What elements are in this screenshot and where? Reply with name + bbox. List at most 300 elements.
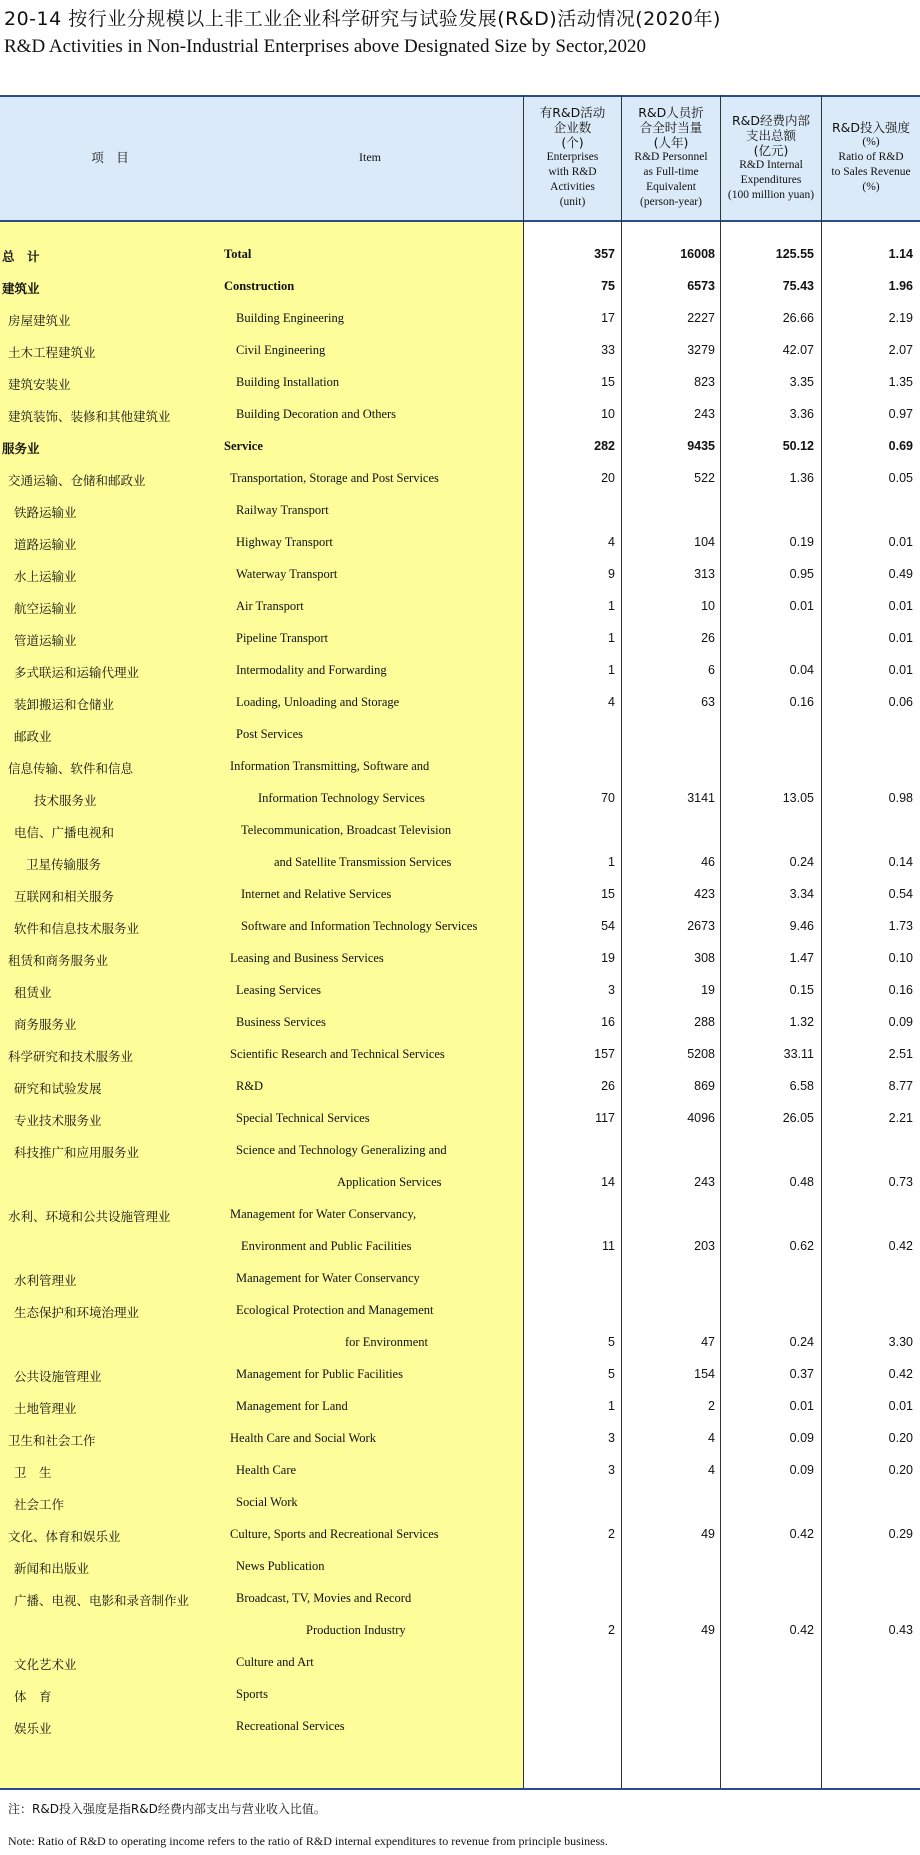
header-line: (unit)	[559, 196, 586, 208]
row-label-cn: 公共设施管理业	[14, 1369, 102, 1384]
row-label-en: Total	[224, 247, 252, 261]
row-label-cn: 装卸搬运和仓储业	[14, 697, 115, 712]
row-label-en: R&D	[236, 1079, 264, 1093]
header-line: to Sales Revenue	[831, 166, 911, 178]
value-enterprises: 1	[608, 631, 615, 645]
value-ratio: 0.97	[888, 407, 913, 421]
row-label-en: Ecological Protection and Management	[236, 1303, 434, 1317]
value-expenditures: 3.34	[789, 887, 814, 901]
value-personnel: 3279	[687, 343, 715, 357]
header-item-cn: 项 目	[91, 150, 129, 165]
value-enterprises: 4	[608, 535, 615, 549]
note-chinese: 注：R&D投入强度是指R&D经费内部支出与营业收入比值。	[8, 1802, 326, 1816]
table-row	[0, 1615, 920, 1647]
value-personnel: 2227	[687, 311, 715, 325]
row-label-en: Internet and Relative Services	[241, 887, 392, 901]
value-personnel: 154	[694, 1367, 715, 1381]
row-label-cn: 技术服务业	[34, 793, 97, 808]
header-line: 支出总额	[745, 127, 796, 143]
value-personnel: 2	[708, 1399, 715, 1413]
table-row	[0, 1359, 920, 1391]
value-personnel: 47	[701, 1335, 715, 1349]
table-row	[0, 367, 920, 399]
value-expenditures: 0.09	[789, 1463, 814, 1477]
table-row	[0, 335, 920, 367]
header-line: (亿元)	[753, 142, 789, 158]
value-expenditures: 0.01	[789, 1399, 814, 1413]
row-label-en: Post Services	[236, 727, 304, 741]
value-personnel: 869	[694, 1079, 715, 1093]
value-enterprises: 15	[601, 887, 615, 901]
header-line: (person-year)	[640, 196, 702, 208]
header-line: with R&D	[548, 166, 597, 178]
value-enterprises: 2	[608, 1623, 615, 1637]
value-ratio: 2.07	[888, 343, 913, 357]
row-label-cn: 铁路运输业	[14, 505, 77, 520]
row-label-cn: 建筑安装业	[8, 377, 71, 392]
value-personnel: 63	[701, 695, 715, 709]
value-ratio: 1.96	[888, 279, 913, 293]
table-row	[0, 879, 920, 911]
row-label-cn: 软件和信息技术服务业	[14, 921, 140, 936]
value-personnel: 46	[701, 855, 715, 869]
row-label-en: Broadcast, TV, Movies and Record	[236, 1591, 412, 1605]
value-personnel: 308	[694, 951, 715, 965]
value-personnel: 288	[694, 1015, 715, 1029]
row-label-en: Waterway Transport	[236, 567, 338, 581]
row-label-cn: 卫 生	[14, 1465, 52, 1480]
table-row	[0, 1487, 920, 1519]
table-row	[0, 399, 920, 431]
table-row	[0, 1711, 920, 1743]
row-label-cn: 文化艺术业	[14, 1657, 77, 1672]
header-line: 有R&D活动	[539, 105, 606, 120]
value-personnel: 3141	[687, 791, 715, 805]
value-enterprises: 4	[608, 695, 615, 709]
value-enterprises: 26	[601, 1079, 615, 1093]
value-expenditures: 33.11	[783, 1047, 814, 1061]
value-enterprises: 3	[608, 1463, 615, 1477]
value-ratio: 0.01	[888, 663, 913, 677]
table-row	[0, 687, 920, 719]
row-label-en: for Environment	[345, 1335, 428, 1349]
table-row	[0, 751, 920, 783]
value-expenditures: 50.12	[782, 439, 814, 453]
row-label-en: Air Transport	[236, 599, 304, 613]
value-personnel: 4	[708, 1431, 715, 1445]
row-label-cn: 新闻和出版业	[14, 1561, 90, 1576]
table-row	[0, 495, 920, 527]
value-expenditures: 75.43	[782, 279, 814, 293]
table-row	[0, 655, 920, 687]
value-expenditures: 3.36	[789, 407, 814, 421]
header-line: 企业数	[553, 120, 592, 135]
row-label-cn: 房屋建筑业	[8, 313, 71, 328]
value-enterprises: 157	[594, 1047, 615, 1061]
table-row	[0, 239, 920, 271]
value-expenditures: 1.32	[789, 1015, 814, 1029]
value-expenditures: 13.05	[782, 791, 814, 805]
value-expenditures: 26.66	[782, 311, 814, 325]
table-row	[0, 1231, 920, 1263]
row-label-en: Building Decoration and Others	[236, 407, 397, 421]
value-expenditures: 6.58	[789, 1079, 814, 1093]
table-row	[0, 559, 920, 591]
value-enterprises: 1	[608, 599, 615, 613]
row-label-cn: 建筑业	[2, 281, 40, 296]
table-row	[0, 975, 920, 1007]
value-enterprises: 33	[601, 343, 615, 357]
row-label-en: Management for Public Facilities	[236, 1367, 403, 1381]
row-label-cn: 互联网和相关服务	[14, 889, 115, 904]
row-label-cn: 建筑装饰、装修和其他建筑业	[8, 409, 171, 424]
row-label-en: Recreational Services	[236, 1719, 345, 1733]
row-label-en: Transportation, Storage and Post Services	[230, 471, 439, 485]
value-enterprises: 357	[594, 247, 615, 261]
row-label-en: Software and Information Technology Services	[241, 919, 478, 933]
value-ratio: 0.01	[888, 535, 913, 549]
value-expenditures: 0.42	[789, 1623, 814, 1637]
value-expenditures: 0.48	[789, 1175, 814, 1189]
value-expenditures: 9.46	[789, 919, 814, 933]
row-label-cn: 生态保护和环境治理业	[14, 1305, 140, 1320]
table-row	[0, 1135, 920, 1167]
row-label-cn: 广播、电视、电影和录音制作业	[14, 1593, 190, 1608]
table-row	[0, 1327, 920, 1359]
table-bottom-rule	[0, 1788, 920, 1790]
header-line: 合全时当量	[639, 120, 703, 135]
value-ratio: 0.20	[888, 1431, 913, 1445]
value-personnel: 5208	[687, 1047, 715, 1061]
value-personnel: 6	[708, 663, 715, 677]
header-line: Ratio of R&D	[838, 151, 904, 163]
value-ratio: 0.42	[888, 1239, 913, 1253]
value-ratio: 2.51	[888, 1047, 913, 1061]
row-label-cn: 土地管理业	[14, 1401, 77, 1416]
row-label-cn: 体 育	[14, 1689, 52, 1704]
row-label-en: Production Industry	[306, 1623, 406, 1637]
value-enterprises: 15	[601, 375, 615, 389]
value-enterprises: 19	[601, 951, 615, 965]
header-line: Equivalent	[646, 181, 696, 193]
value-enterprises: 20	[601, 471, 615, 485]
table-row	[0, 719, 920, 751]
value-expenditures: 0.19	[789, 535, 814, 549]
row-label-en: Leasing Services	[236, 983, 322, 997]
value-expenditures: 0.24	[789, 855, 814, 869]
row-label-cn: 水上运输业	[14, 569, 77, 584]
header-personnel	[622, 95, 720, 220]
value-expenditures: 1.36	[789, 471, 814, 485]
row-label-cn: 商务服务业	[14, 1017, 77, 1032]
value-enterprises: 117	[595, 1111, 615, 1125]
table-row	[0, 1519, 920, 1551]
header-line: (人年)	[653, 135, 689, 150]
value-enterprises: 10	[601, 407, 615, 421]
row-label-en: Culture, Sports and Recreational Services	[230, 1527, 439, 1541]
row-label-cn: 信息传输、软件和信息	[8, 761, 134, 776]
value-personnel: 19	[701, 983, 715, 997]
value-ratio: 0.01	[888, 1399, 913, 1413]
table-title-english: R&D Activities in Non-Industrial Enterprises above Designated Size by Sector,2020	[4, 36, 646, 57]
header-line: as Full-time	[643, 166, 699, 178]
row-label-cn: 土木工程建筑业	[8, 345, 96, 360]
header-line: R&D经费内部	[731, 112, 811, 128]
value-expenditures: 125.55	[775, 247, 814, 261]
row-label-en: Health Care	[236, 1463, 297, 1477]
value-enterprises: 282	[594, 439, 615, 453]
header-line: Expenditures	[740, 173, 802, 186]
value-personnel: 6573	[687, 279, 715, 293]
table-row	[0, 1103, 920, 1135]
row-label-en: Building Installation	[236, 375, 340, 389]
row-label-cn: 娱乐业	[14, 1721, 52, 1736]
value-personnel: 16008	[680, 247, 715, 261]
header-line: (%)	[862, 181, 880, 193]
value-personnel: 104	[694, 535, 715, 549]
row-label-en: Special Technical Services	[236, 1111, 370, 1125]
value-ratio: 0.42	[888, 1367, 913, 1381]
row-label-en: Application Services	[337, 1175, 442, 1189]
row-label-en: Environment and Public Facilities	[241, 1239, 412, 1253]
row-label-en: Social Work	[236, 1495, 298, 1509]
row-label-en: Construction	[224, 279, 295, 293]
value-personnel: 10	[701, 599, 715, 613]
row-label-cn: 科学研究和技术服务业	[8, 1049, 134, 1064]
row-label-cn: 租赁业	[14, 985, 52, 1000]
row-label-cn: 科技推广和应用服务业	[14, 1145, 140, 1160]
value-ratio: 0.01	[888, 599, 913, 613]
row-label-cn: 多式联运和运输代理业	[14, 665, 140, 680]
row-label-cn: 水利、环境和公共设施管理业	[8, 1209, 171, 1224]
row-label-cn: 交通运输、仓储和邮政业	[8, 473, 146, 488]
value-enterprises: 54	[601, 919, 615, 933]
value-ratio: 0.06	[888, 695, 913, 709]
row-label-en: Intermodality and Forwarding	[236, 663, 387, 677]
value-expenditures: 26.05	[782, 1111, 814, 1125]
value-expenditures: 0.09	[789, 1431, 814, 1445]
value-enterprises: 9	[608, 567, 615, 581]
value-enterprises: 3	[608, 1431, 615, 1445]
table-row	[0, 1679, 920, 1711]
table-row	[0, 783, 920, 815]
value-enterprises: 17	[601, 311, 615, 325]
value-personnel: 313	[694, 567, 715, 581]
table-row	[0, 1647, 920, 1679]
value-ratio: 0.20	[888, 1463, 913, 1477]
value-ratio: 0.29	[888, 1527, 913, 1541]
value-ratio: 0.49	[888, 567, 913, 581]
value-personnel: 26	[701, 631, 715, 645]
row-label-cn: 总 计	[2, 249, 40, 264]
table-row	[0, 623, 920, 655]
value-personnel: 4096	[687, 1111, 715, 1125]
row-label-cn: 航空运输业	[14, 601, 77, 616]
value-enterprises: 2	[608, 1527, 615, 1541]
header-line: Activities	[550, 181, 595, 193]
value-ratio: 8.77	[888, 1079, 913, 1093]
value-enterprises: 11	[602, 1239, 615, 1253]
value-personnel: 243	[694, 407, 715, 421]
value-ratio: 2.21	[888, 1111, 913, 1125]
value-personnel: 49	[701, 1527, 715, 1541]
row-label-en: Highway Transport	[236, 535, 333, 549]
header-ratio	[822, 95, 920, 220]
value-enterprises: 75	[601, 279, 615, 293]
row-label-en: Loading, Unloading and Storage	[236, 695, 400, 709]
value-ratio: 0.69	[888, 439, 913, 453]
row-label-cn: 文化、体育和娱乐业	[8, 1529, 121, 1544]
value-ratio: 1.35	[888, 375, 913, 389]
value-personnel: 4	[708, 1463, 715, 1477]
table-row	[0, 1391, 920, 1423]
row-label-en: Sports	[236, 1687, 268, 1701]
value-ratio: 0.09	[888, 1015, 913, 1029]
header-line: R&D Personnel	[634, 151, 708, 163]
value-ratio: 0.73	[888, 1175, 913, 1189]
header-enterprises	[524, 95, 621, 220]
value-personnel: 203	[694, 1239, 715, 1253]
row-label-en: Leasing and Business Services	[230, 951, 384, 965]
value-ratio: 1.14	[888, 247, 913, 261]
value-personnel: 522	[694, 471, 715, 485]
header-line: R&D人员折	[638, 105, 704, 120]
row-label-cn: 卫星传输服务	[26, 857, 102, 872]
header-line: (%)	[862, 136, 880, 148]
row-label-en: Management for Water Conservancy	[236, 1271, 420, 1285]
row-label-en: Management for Water Conservancy,	[230, 1207, 417, 1221]
table-row	[0, 1007, 920, 1039]
header-line: (100 million yuan)	[727, 188, 815, 201]
row-label-en: Civil Engineering	[236, 343, 326, 357]
row-label-en: Business Services	[236, 1015, 326, 1029]
value-enterprises: 5	[608, 1335, 615, 1349]
value-ratio: 0.16	[888, 983, 913, 997]
value-enterprises: 1	[608, 1399, 615, 1413]
table-row	[0, 1551, 920, 1583]
row-label-en: Information Technology Services	[258, 791, 425, 805]
row-label-en: and Satellite Transmission Services	[274, 855, 452, 869]
row-label-cn: 租赁和商务服务业	[8, 953, 109, 968]
table-row	[0, 1039, 920, 1071]
header-line: R&D Internal	[739, 158, 803, 171]
row-label-en: Health Care and Social Work	[230, 1431, 376, 1445]
value-expenditures: 0.01	[789, 599, 814, 613]
value-enterprises: 16	[601, 1015, 615, 1029]
row-label-en: Building Engineering	[236, 311, 344, 325]
row-label-en: Information Transmitting, Software and	[230, 759, 430, 773]
value-ratio: 0.43	[888, 1623, 913, 1637]
table-row	[0, 1167, 920, 1199]
value-enterprises: 70	[601, 791, 615, 805]
value-expenditures: 0.24	[789, 1335, 814, 1349]
value-expenditures: 0.15	[789, 983, 814, 997]
table-row	[0, 847, 920, 879]
header-bottom-rule	[0, 220, 920, 222]
row-label-cn: 水利管理业	[14, 1273, 77, 1288]
table-row	[0, 527, 920, 559]
value-expenditures: 0.04	[789, 663, 814, 677]
row-label-cn: 服务业	[2, 441, 40, 456]
row-label-cn: 管道运输业	[14, 633, 77, 648]
value-expenditures: 0.62	[789, 1239, 814, 1253]
row-label-cn: 道路运输业	[14, 537, 77, 552]
value-ratio: 1.73	[888, 919, 913, 933]
table-row	[0, 1071, 920, 1103]
header-line: (个)	[561, 135, 584, 150]
value-personnel: 243	[694, 1175, 715, 1189]
table-row	[0, 815, 920, 847]
value-expenditures: 0.37	[789, 1367, 814, 1381]
row-label-en: Telecommunication, Broadcast Television	[241, 823, 452, 837]
row-label-cn: 电信、广播电视和	[14, 825, 115, 840]
row-label-en: Scientific Research and Technical Services	[230, 1047, 445, 1061]
table-row	[0, 943, 920, 975]
header-line: Enterprises	[546, 151, 599, 163]
value-expenditures: 1.47	[789, 951, 814, 965]
header-line: R&D投入强度	[831, 120, 911, 135]
table-row	[0, 303, 920, 335]
row-label-cn: 卫生和社会工作	[8, 1433, 96, 1448]
value-expenditures: 0.16	[789, 695, 814, 709]
value-expenditures: 3.35	[789, 375, 814, 389]
header-item-en: Item	[359, 150, 381, 164]
row-label-en: Management for Land	[236, 1399, 348, 1413]
header-expenditures	[721, 95, 821, 220]
value-expenditures: 0.42	[789, 1527, 814, 1541]
table-row	[0, 1263, 920, 1295]
row-label-en: Culture and Art	[236, 1655, 314, 1669]
value-ratio: 2.19	[888, 311, 913, 325]
table-row	[0, 1583, 920, 1615]
row-label-en: Railway Transport	[236, 503, 329, 517]
table-title-chinese: 20-14 按行业分规模以上非工业企业科学研究与试验发展(R&D)活动情况(2020年)	[4, 8, 721, 30]
value-enterprises: 3	[608, 983, 615, 997]
row-label-en: News Publication	[236, 1559, 325, 1573]
row-label-cn: 社会工作	[14, 1497, 65, 1512]
row-label-cn: 邮政业	[14, 729, 52, 744]
value-ratio: 3.30	[888, 1335, 913, 1349]
value-ratio: 0.05	[888, 471, 913, 485]
value-personnel: 49	[701, 1623, 715, 1637]
value-personnel: 2673	[687, 919, 715, 933]
row-label-cn: 专业技术服务业	[14, 1113, 102, 1128]
value-enterprises: 1	[608, 855, 615, 869]
table-row	[0, 1295, 920, 1327]
table-row	[0, 911, 920, 943]
value-ratio: 0.98	[888, 791, 913, 805]
value-enterprises: 5	[608, 1367, 615, 1381]
row-label-en: Science and Technology Generalizing and	[236, 1143, 447, 1157]
value-ratio: 0.10	[888, 951, 913, 965]
row-label-en: Pipeline Transport	[236, 631, 329, 645]
value-ratio: 0.01	[888, 631, 913, 645]
value-personnel: 9435	[687, 439, 715, 453]
value-ratio: 0.14	[888, 855, 913, 869]
table-row	[0, 1199, 920, 1231]
value-personnel: 823	[694, 375, 715, 389]
table-row	[0, 1423, 920, 1455]
value-enterprises: 1	[608, 663, 615, 677]
table-row	[0, 463, 920, 495]
value-enterprises: 14	[601, 1175, 615, 1189]
value-ratio: 0.54	[888, 887, 913, 901]
table-row	[0, 591, 920, 623]
note-english: Note: Ratio of R&D to operating income refers to the ratio of R&D internal expenditures to revenue from principle business.	[8, 1834, 608, 1848]
value-personnel: 423	[694, 887, 715, 901]
table-row	[0, 1455, 920, 1487]
table-row	[0, 271, 920, 303]
